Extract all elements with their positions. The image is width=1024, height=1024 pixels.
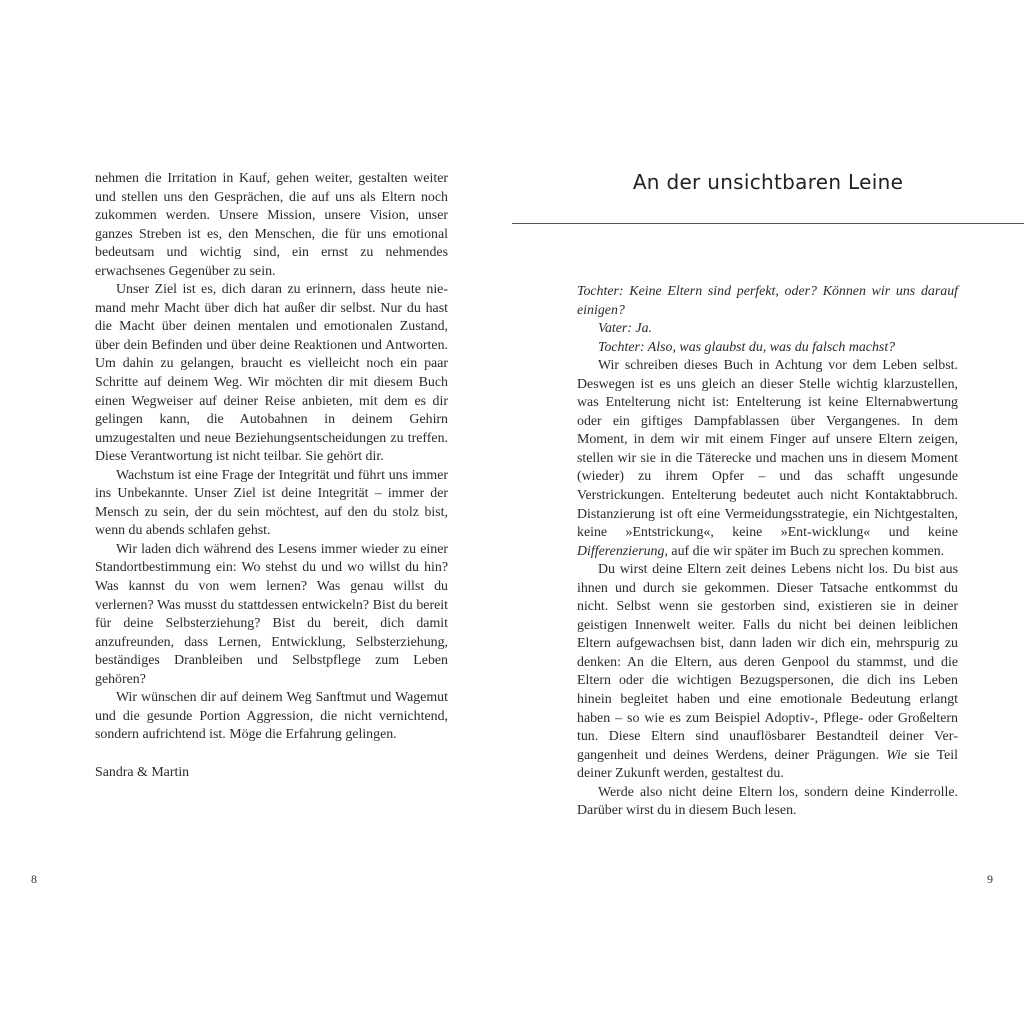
paragraph-text: , auf die wir später im Buch zu sprechen kommen. bbox=[664, 543, 945, 559]
title-divider bbox=[512, 223, 1024, 224]
dialog-line: Tochter: Keine Eltern sind perfekt, oder? Können wir uns darauf einigen? bbox=[577, 284, 958, 318]
body-paragraph: Unser Ziel ist es, dich daran zu erinnern, dass heute niemand mehr Macht über dich hat außer dir selbst. Nur du hast die Macht über deinen mentalen und emotionalen Zustand, über dein Befinden und über deine Reaktionen und Antworten. Um dahin zu gelangen, braucht es vielleicht noch ein paar Schritte auf deinem Weg. Wir möchten dir mit diesem Buch einen Wegweiser auf deiner Reise anbieten, mit dem es dir gelingen kann, die Autobahnen in deinem Gehirn umzugestalten und neue Beziehungsentscheidungen zu treffen. Diese Verantwortung ist nicht teilbar. Sie gehört dir. bbox=[95, 282, 448, 465]
chapter-title: An der unsichtbaren Leine bbox=[632, 170, 904, 194]
body-paragraph bbox=[577, 357, 958, 561]
dialog-line: Vater: Ja. bbox=[598, 321, 653, 337]
paragraph-text: sie Teil deiner Zukunft werden, gestaltest du. bbox=[577, 747, 958, 782]
emphasis-text: Differenzierung bbox=[577, 543, 665, 559]
body-paragraph bbox=[577, 561, 958, 784]
body-paragraph: Wir laden dich während des Lesens immer wieder zu einer Standortbestimmung ein: Wo stehst du und wo willst du hin? Was kannst du von wem lernen? Was genau willst du verlernen? Was musst du stattdessen entwickeln? Bist du bereit für deine Selbsterziehung? Bist du bereit, dich damit anzufreunden, dass Lernen, Entwicklung, Selbsterziehung, beständiges Dranbleiben und Selbstpflege zum Leben gehören? bbox=[95, 541, 448, 687]
right-page-body bbox=[577, 283, 958, 821]
paragraph-text: Wir schreiben dieses Buch in Achtung vor dem Leben selbst. Deswegen ist es uns gleich an dieser Stelle wichtig klarzustellen, was Entelterung nicht ist: Entelterung ist keine Elternabwertung oder ein giftiges Dampfablassen über Vergangenes. In dem Moment, in dem wir mit einem Finger auf unsere Eltern zeigen, stellen wir sie in die Täterecke und machen uns in diesem Moment (wieder) zu ihrem Opfer – und das schafft ungesunde Verstrickungen. Entelterung bedeutet auch nicht Kontaktabbruch. Distanzierung ist oft eine Vermeidungsstrategie, ein Nichtgestalten, keine »Entstrickung«, keine »Ent-wicklung« und keine bbox=[577, 358, 958, 541]
paragraph-text: Du wirst deine Eltern zeit deines Lebens nicht los. Du bist aus ihnen und durch sie gekommen. Dieser Tatsache entkommst du nicht. Selbst wenn sie gestorben sind, existieren sie in deiner geistigen Innenwelt weiter. Falls du nicht bei deinen leiblichen Eltern aufgewachsen bist, dann laden wir dich ein, mehrspurig zu denken: An die Eltern, aus deren Genpool du stammst, und die Eltern oder die wichtigen Bezugspersonen, die dich ins Leben hinein begleitet haben und eine emotionale Bedeutung erlangt haben – so wie es zum Beispiel Adoptiv-, Pflege- oder Großeltern tun. Diese Eltern sind unauflösbarer Bestandteil deiner Vergangenheit und deines Werdens, deiner Prägungen. bbox=[577, 562, 958, 763]
page-number-left: 8 bbox=[31, 872, 37, 886]
body-paragraph: Werde also nicht deine Eltern los, sondern deine Kinderrolle. Darüber wirst du in diesem Buch lesen. bbox=[577, 784, 958, 819]
body-paragraph: Wachstum ist eine Frage der Integrität und führt uns immer ins Unbekannte. Unser Ziel ist deine Integrität – immer der Mensch zu sein, der du sein möchtest, auf den du stolz bist, wenn du abends schlafen gehst. bbox=[95, 467, 448, 539]
page-number-right: 9 bbox=[987, 872, 993, 886]
left-page-body bbox=[95, 170, 448, 782]
emphasis-text: Wie bbox=[886, 747, 908, 763]
right-page bbox=[512, 0, 1024, 1024]
body-paragraph: nehmen die Irritation in Kauf, gehen weiter, gestalten weiter und stellen uns den Gesprächen, die auf uns als Eltern noch zukommen werden. Unsere Mission, unsere Vision, unser ganzes Streben ist es, den Menschen, die für uns emotional bedeutsam und wichtig sind, ein ernst zu nehmendes erwachsenes Gegenüber zu sein. bbox=[95, 171, 448, 279]
signature: Sandra & Martin bbox=[95, 764, 190, 780]
body-paragraph: Wir wünschen dir auf deinem Weg Sanftmut und Wagemut und die gesunde Portion Aggression, die nicht vernichtend, sondern aufrichtend ist. Möge die Erfahrung gelingen. bbox=[95, 690, 448, 743]
dialog-line: Tochter: Also, was glaubst du, was du falsch machst? bbox=[598, 339, 896, 355]
